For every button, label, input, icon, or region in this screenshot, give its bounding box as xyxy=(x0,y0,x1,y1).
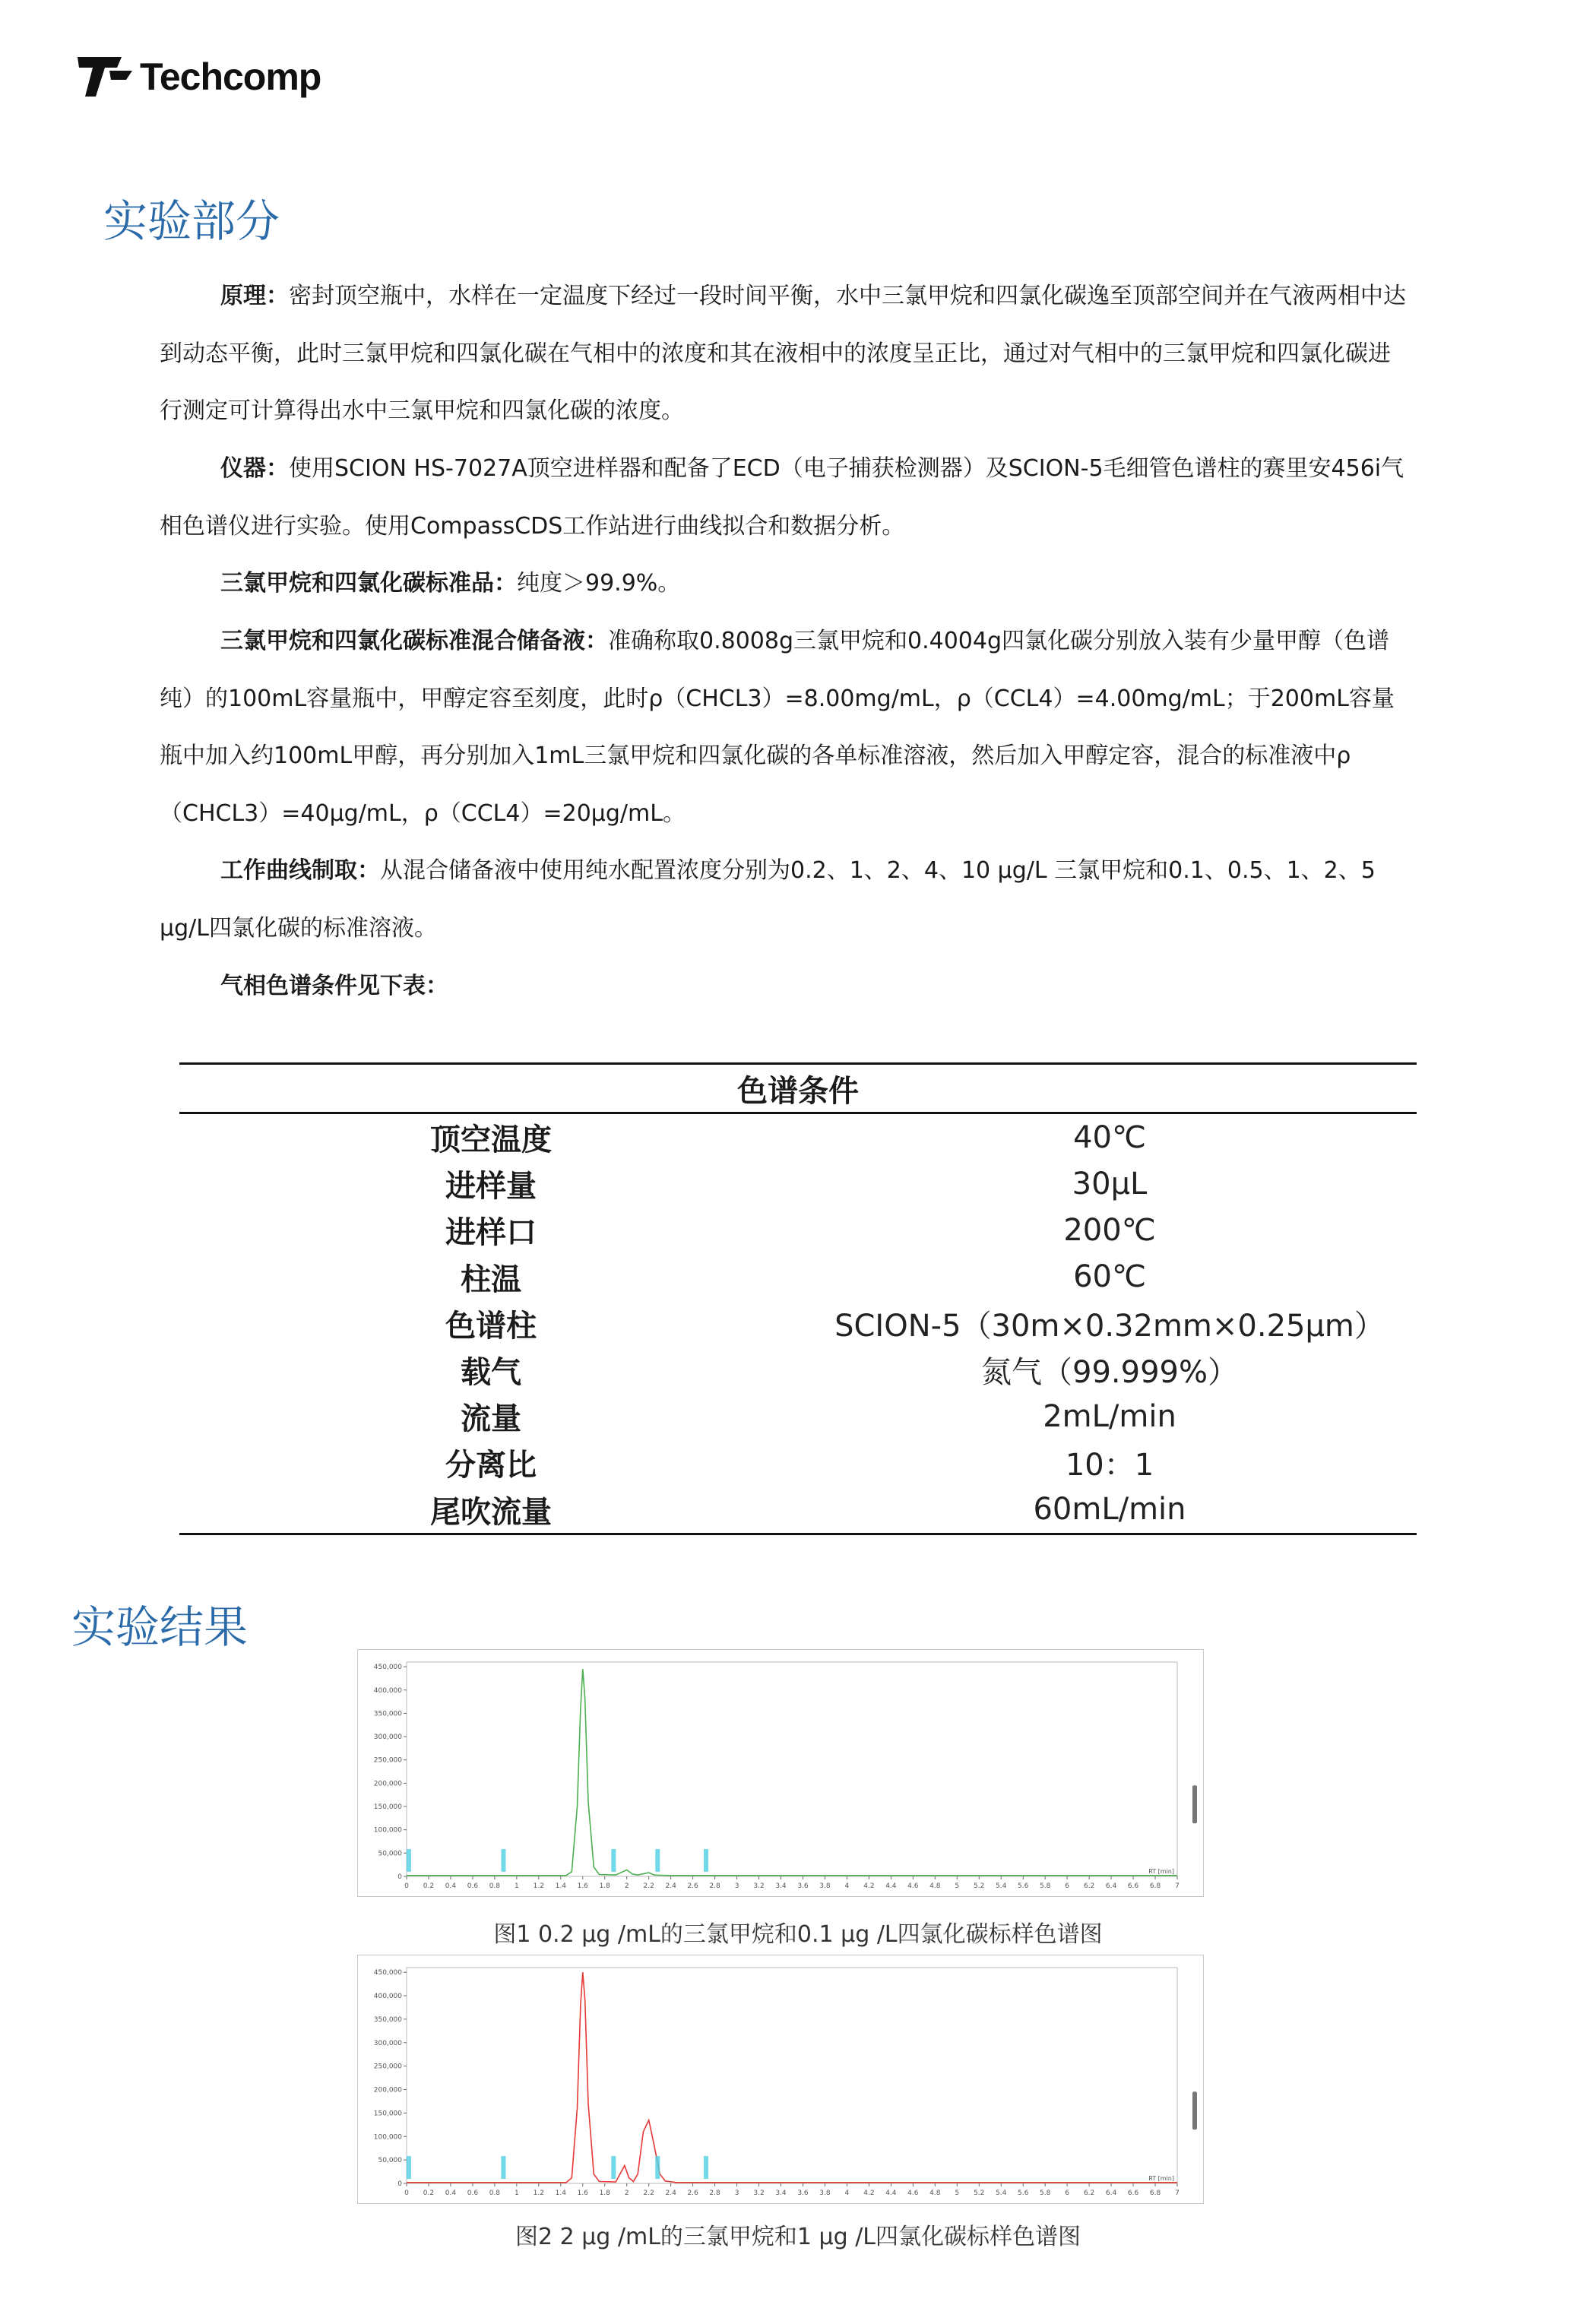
x-tick-label: 0.2 xyxy=(423,1882,435,1890)
x-tick-label: 7 xyxy=(1175,1882,1180,1890)
x-tick-label: 4.6 xyxy=(907,1882,919,1890)
y-tick-label: 150,000 xyxy=(373,2110,402,2118)
plot-frame xyxy=(407,1968,1177,2183)
x-tick-label: 2.6 xyxy=(687,1882,698,1890)
x-tick-label: 6 xyxy=(1065,1882,1070,1890)
x-tick-label: 5.6 xyxy=(1018,2189,1029,2197)
table-value: SCION-5（30m×0.32mm×0.25μm） xyxy=(834,1308,1385,1344)
x-tick-label: 4.2 xyxy=(863,2189,875,2197)
x-tick-label: 4.8 xyxy=(929,1882,941,1890)
x-tick-label: 5 xyxy=(955,2189,960,2197)
table-row xyxy=(179,1160,1417,1207)
y-tick-label: 50,000 xyxy=(378,1850,402,1858)
paragraph-instrument xyxy=(160,440,1406,555)
table-key: 流量 xyxy=(461,1401,521,1437)
x-tick-label: 6.2 xyxy=(1083,2189,1095,2197)
table-value: 30μL xyxy=(1072,1166,1148,1202)
x-tick-label: 1.4 xyxy=(555,2189,566,2197)
scrollbar-handle xyxy=(1192,2091,1197,2129)
x-tick-label: 5.2 xyxy=(974,2189,985,2197)
event-marker xyxy=(655,2156,660,2179)
paragraph-principle xyxy=(160,268,1406,440)
y-tick-label: 300,000 xyxy=(373,2039,402,2047)
table-key: 载气 xyxy=(461,1355,521,1391)
table-key: 进样口 xyxy=(445,1215,537,1251)
x-tick-label: 1.6 xyxy=(577,1882,588,1890)
x-tick-label: 7 xyxy=(1175,2189,1180,2197)
chromatogram-2-plot xyxy=(358,1955,1203,2203)
x-tick-label: 2 xyxy=(624,1882,629,1890)
paragraph-label: 工作曲线制取： xyxy=(220,857,380,884)
x-tick-label: 4.2 xyxy=(863,1882,875,1890)
x-tick-label: 0 xyxy=(404,2189,409,2197)
chromatogram-1-plot xyxy=(358,1650,1203,1896)
x-tick-label: 1.8 xyxy=(599,1882,610,1890)
table-value: 200℃ xyxy=(1063,1212,1156,1248)
x-tick-label: 6.2 xyxy=(1083,1882,1095,1890)
paragraph-label: 三氯甲烷和四氯化碳标准品： xyxy=(220,570,517,597)
logo xyxy=(76,50,321,103)
y-tick-label: 300,000 xyxy=(373,1733,402,1742)
chromatogram-2 xyxy=(357,1955,1204,2204)
paragraph-label: 气相色谱条件见下表： xyxy=(220,973,448,999)
event-marker xyxy=(501,1849,505,1872)
y-tick-label: 250,000 xyxy=(373,2063,402,2071)
x-tick-label: 6.4 xyxy=(1105,2189,1117,2197)
x-tick-label: 5.4 xyxy=(996,2189,1007,2197)
paragraph-text: 使用SCION HS-7027A顶空进样器和配备了ECD（电子捕获检测器）及SCION-5毛细管色谱柱的赛里安456i气相色谱仪进行实验。使用CompassCDS工作站进行曲线拟合和数据分析。 xyxy=(160,455,1404,540)
y-tick-label: 200,000 xyxy=(373,1780,402,1788)
x-tick-label: 5.8 xyxy=(1040,2189,1051,2197)
paragraph-calibration xyxy=(160,842,1406,957)
x-tick-label: 3.2 xyxy=(753,2189,765,2197)
table-value: 60℃ xyxy=(1073,1259,1146,1295)
paragraph-label: 三氯甲烷和四氯化碳标准混合储备液： xyxy=(220,628,608,654)
x-tick-label: 6.4 xyxy=(1105,1882,1117,1890)
table-row xyxy=(179,1300,1417,1347)
x-tick-label: 6.8 xyxy=(1149,1882,1161,1890)
x-tick-label: 1.2 xyxy=(533,1882,544,1890)
x-tick-label: 5 xyxy=(955,1882,960,1890)
x-axis-label: RT [min] xyxy=(1148,1868,1174,1875)
x-tick-label: 0.2 xyxy=(423,2189,435,2197)
y-tick-label: 350,000 xyxy=(373,1710,402,1718)
table-row xyxy=(179,1207,1417,1253)
event-marker xyxy=(704,2156,708,2179)
paragraph-label: 原理： xyxy=(220,283,289,309)
paragraph-text: 准确称取0.8008g三氯甲烷和0.4004g四氯化碳分别放入装有少量甲醇（色谱纯）的100mL容量瓶中，甲醇定容至刻度，此时ρ（CHCL3）=8.00mg/mL，ρ（CCL4）=4.00mg/mL；于200mL容量瓶中加入约100mL甲醇，再分别加入1mL三氯甲烷和四氯化碳的各单标准溶液，然后加入甲醇定容，混合的标准液中ρ（CHCL3）=40μg/mL，ρ（CCL4）=20μg/mL。 xyxy=(160,628,1395,827)
paragraph-label: 仪器： xyxy=(220,455,289,482)
x-tick-label: 5.2 xyxy=(974,1882,985,1890)
y-tick-label: 400,000 xyxy=(373,1993,402,2001)
x-tick-label: 3.2 xyxy=(753,1882,765,1890)
x-tick-label: 3.4 xyxy=(775,2189,787,2197)
x-tick-label: 0.4 xyxy=(445,1882,457,1890)
figure-caption-1: 图1 0.2 μg /mL的三氯甲烷和0.1 μg /L四氯化碳标样色谱图 xyxy=(493,1921,1103,1948)
y-tick-label: 350,000 xyxy=(373,2015,402,2024)
x-axis-label: RT [min] xyxy=(1148,2175,1174,2182)
y-tick-label: 150,000 xyxy=(373,1803,402,1812)
table-row xyxy=(179,1254,1417,1300)
y-tick-label: 450,000 xyxy=(373,1664,402,1672)
table-value: 40℃ xyxy=(1073,1119,1146,1155)
chromatography-conditions-table xyxy=(179,1062,1417,1535)
section-title-results: 实验结果 xyxy=(71,1601,249,1653)
x-tick-label: 6 xyxy=(1065,2189,1070,2197)
y-tick-label: 200,000 xyxy=(373,2086,402,2094)
event-marker xyxy=(407,2156,411,2179)
x-tick-label: 1.6 xyxy=(577,2189,588,2197)
x-tick-label: 0.6 xyxy=(467,1882,479,1890)
x-tick-label: 6.8 xyxy=(1149,2189,1161,2197)
y-tick-label: 400,000 xyxy=(373,1686,402,1695)
x-tick-label: 1.4 xyxy=(555,1882,566,1890)
x-tick-label: 3.6 xyxy=(797,1882,809,1890)
x-tick-label: 3 xyxy=(734,1882,739,1890)
y-tick-label: 0 xyxy=(397,2180,402,2188)
plot-frame xyxy=(407,1662,1177,1876)
y-tick-label: 250,000 xyxy=(373,1756,402,1765)
x-tick-label: 2.2 xyxy=(643,2189,654,2197)
x-tick-label: 1.8 xyxy=(599,2189,610,2197)
paragraph-gc-conditions xyxy=(160,958,1406,1015)
x-tick-label: 0.4 xyxy=(445,2189,457,2197)
x-tick-label: 0 xyxy=(404,1882,409,1890)
x-tick-label: 3.8 xyxy=(819,1882,831,1890)
table-value: 氮气（99.999%） xyxy=(981,1355,1238,1391)
x-tick-label: 1 xyxy=(514,2189,519,2197)
event-marker xyxy=(611,1849,616,1872)
x-tick-label: 6.6 xyxy=(1127,2189,1139,2197)
x-tick-label: 2.8 xyxy=(709,1882,720,1890)
scrollbar-handle xyxy=(1192,1785,1197,1823)
event-marker xyxy=(704,1849,708,1872)
x-tick-label: 2.6 xyxy=(687,2189,698,2197)
logo-text: Techcomp xyxy=(140,55,321,98)
event-marker xyxy=(655,1849,660,1872)
x-tick-label: 3.4 xyxy=(775,1882,787,1890)
table-key: 柱温 xyxy=(461,1262,521,1297)
x-tick-label: 1 xyxy=(514,1882,519,1890)
x-tick-label: 2.2 xyxy=(643,1882,654,1890)
y-tick-label: 450,000 xyxy=(373,1969,402,1977)
x-tick-label: 3.6 xyxy=(797,2189,809,2197)
y-tick-label: 100,000 xyxy=(373,1826,402,1835)
x-tick-label: 0.8 xyxy=(489,1882,501,1890)
paragraph-standard xyxy=(160,555,1406,613)
paragraph-text: 从混合储备液中使用纯水配置浓度分别为0.2、1、2、4、10 μg/L 三氯甲烷和0.1、0.5、1、2、5 μg/L四氯化碳的标准溶液。 xyxy=(160,857,1376,942)
x-tick-label: 2 xyxy=(624,2189,629,2197)
paragraph-stock-solution xyxy=(160,613,1406,842)
table-value: 10：1 xyxy=(1065,1448,1154,1483)
table-row xyxy=(179,1113,1417,1161)
x-tick-label: 0.8 xyxy=(489,2189,501,2197)
y-tick-label: 100,000 xyxy=(373,2133,402,2142)
x-tick-label: 6.6 xyxy=(1127,1882,1139,1890)
y-tick-label: 50,000 xyxy=(378,2157,402,2165)
x-tick-label: 4.8 xyxy=(929,2189,941,2197)
event-marker xyxy=(407,1849,411,1872)
y-tick-label: 0 xyxy=(397,1873,402,1881)
x-tick-label: 5.8 xyxy=(1040,1882,1051,1890)
table-key: 尾吹流量 xyxy=(179,1487,803,1534)
techcomp-logo-icon xyxy=(76,52,134,101)
x-tick-label: 1.2 xyxy=(533,2189,544,2197)
x-tick-label: 3 xyxy=(734,2189,739,2197)
chromatogram-trace xyxy=(407,1669,1177,1876)
x-tick-label: 0.6 xyxy=(467,2189,479,2197)
table-row xyxy=(179,1439,1417,1486)
event-marker xyxy=(611,2156,616,2179)
table-value: 2mL/min xyxy=(1043,1398,1176,1434)
x-tick-label: 4.4 xyxy=(885,1882,897,1890)
chromatogram-trace xyxy=(407,1972,1177,2183)
x-tick-label: 2.8 xyxy=(709,2189,720,2197)
x-tick-label: 4 xyxy=(844,1882,850,1890)
table-value: 60mL/min xyxy=(803,1487,1417,1534)
paragraph-text: 纯度＞99.9%。 xyxy=(517,570,681,597)
table-row xyxy=(179,1487,1417,1534)
x-tick-label: 4.6 xyxy=(907,2189,919,2197)
x-tick-label: 4.4 xyxy=(885,2189,897,2197)
table-row xyxy=(179,1393,1417,1439)
table-row xyxy=(179,1347,1417,1393)
paragraph-text: 密封顶空瓶中，水样在一定温度下经过一段时间平衡，水中三氯甲烷和四氯化碳逸至顶部空间并在气液两相中达到动态平衡，此时三氯甲烷和四氯化碳在气相中的浓度和其在液相中的浓度呈正比，通过对气相中的三氯甲烷和四氯化碳进行测定可计算得出水中三氯甲烷和四氯化碳的浓度。 xyxy=(160,283,1406,424)
x-tick-label: 5.4 xyxy=(996,1882,1007,1890)
x-tick-label: 2.4 xyxy=(665,1882,676,1890)
figure-caption-2: 图2 2 μg /mL的三氯甲烷和1 μg /L四氯化碳标样色谱图 xyxy=(515,2224,1081,2250)
x-tick-label: 4 xyxy=(844,2189,850,2197)
table-key: 分离比 xyxy=(445,1448,537,1483)
table-key: 色谱柱 xyxy=(445,1308,537,1344)
table-header: 色谱条件 xyxy=(179,1064,1417,1113)
table-key: 进样量 xyxy=(445,1169,537,1205)
x-tick-label: 2.4 xyxy=(665,2189,676,2197)
table-key: 顶空温度 xyxy=(430,1122,552,1158)
event-marker xyxy=(501,2156,505,2179)
x-tick-label: 5.6 xyxy=(1018,1882,1029,1890)
chromatogram-1 xyxy=(357,1649,1204,1897)
x-tick-label: 3.8 xyxy=(819,2189,831,2197)
section-title-experiment: 实验部分 xyxy=(103,195,280,247)
